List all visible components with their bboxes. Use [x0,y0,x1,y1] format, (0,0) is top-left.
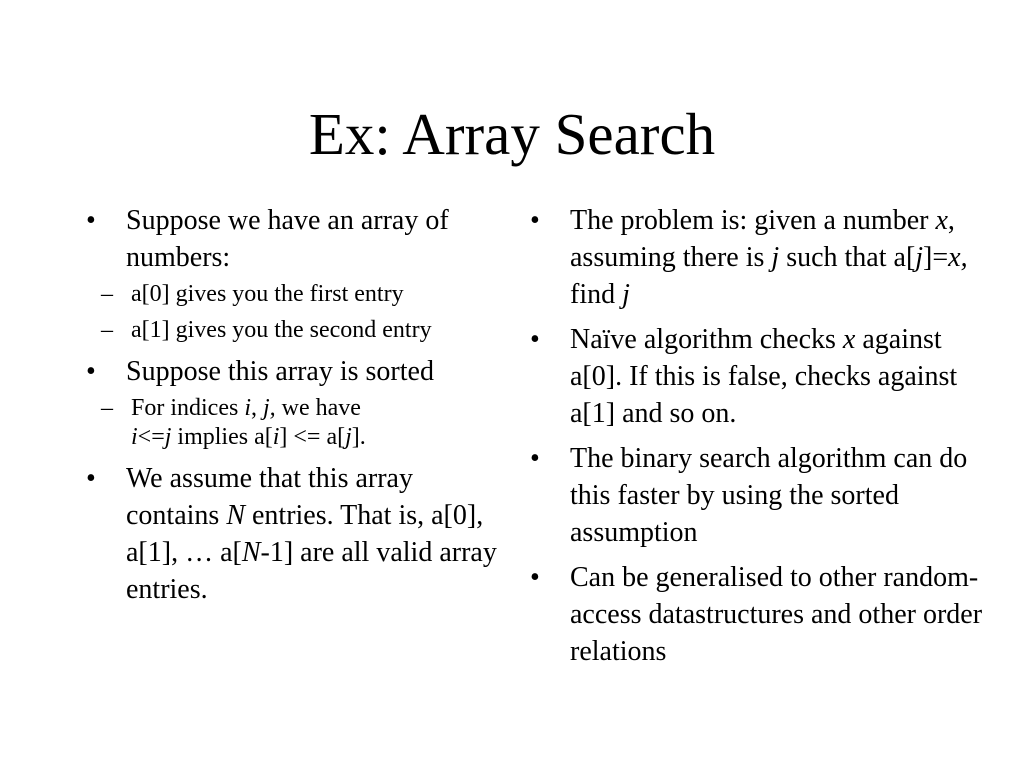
sub-bullet-text: For indices i, j, we have i<=j implies a[i] <= a[j]. [131,395,366,450]
bullet-icon: • [86,356,96,387]
bullet-text: Naïve algorithm checks x against a[0]. If this is false, checks against a[1] and so on. [570,324,958,429]
dash-icon: – [101,281,113,307]
bullet-text: Suppose we have an array of numbers: [126,205,449,273]
bullet-text: The binary search algorithm can do this faster by using the sorted assumption [570,443,968,548]
bullet-icon: • [530,324,540,355]
list-item [530,559,1000,670]
left-column [86,202,506,616]
list-item [86,353,506,452]
bullet-icon: • [86,463,96,494]
right-column [530,202,1000,678]
sub-bullet-text: a[1] gives you the second entry [131,317,432,343]
list-item [530,202,1000,313]
left-bullet-list [86,202,506,608]
dash-icon: – [101,395,113,421]
sub-bullet-text: a[0] gives you the first entry [131,281,404,307]
bullet-icon: • [530,205,540,236]
list-item [86,460,506,608]
list-item [530,440,1000,551]
list-item [530,321,1000,432]
bullet-icon: • [530,562,540,593]
bullet-icon: • [530,443,540,474]
sub-list-item [86,394,506,452]
list-item [86,202,506,345]
slide-title: Ex: Array Search [308,101,716,167]
dash-icon: – [101,317,113,343]
bullet-text: Can be generalised to other random-access datastructures and other order relations [570,562,983,667]
sub-list-item [86,316,506,345]
bullet-text: We assume that this array contains N entries. That is, a[0], a[1], … a[N-1] are all valid array entries. [126,463,497,605]
right-bullet-list [530,202,1000,670]
bullet-text: The problem is: given a number x, assuming there is j such that a[j]=x, find j [570,205,968,310]
bullet-icon: • [86,205,96,236]
sub-bullet-list [101,280,506,345]
sub-bullet-list [101,394,506,452]
sub-list-item [86,280,506,309]
bullet-text: Suppose this array is sorted [126,356,434,387]
